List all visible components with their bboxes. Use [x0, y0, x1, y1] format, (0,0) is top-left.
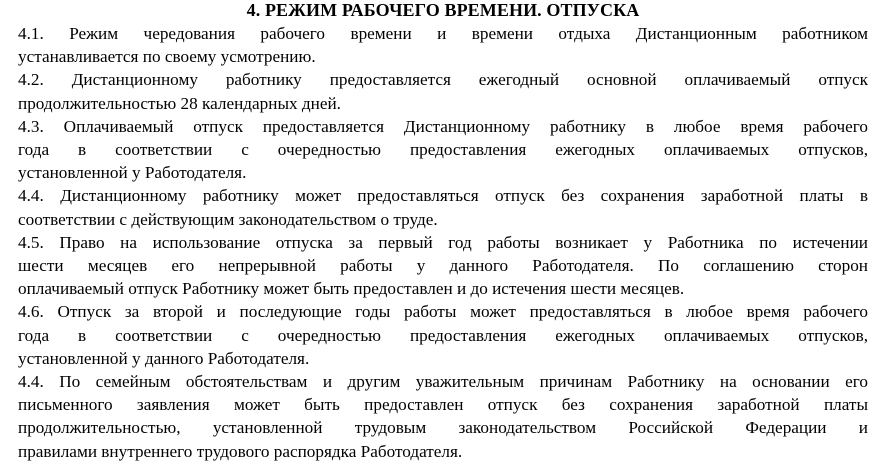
paragraph-line: правилами внутреннего трудового распорядка Работодателя. [18, 441, 463, 461]
paragraph-line: шести месяцев его непрерывной работы у данного Работодателя. По соглашению сторон [18, 256, 868, 276]
paragraph-4-3 [18, 115, 868, 185]
paragraph-line: оплачиваемый отпуск Работнику может быть предоставлен и до истечения шести месяцев. [18, 279, 685, 299]
paragraph-line: продолжительностью, установленной трудовым законодательством Российской Федерации и [18, 418, 868, 438]
paragraph-4-1 [18, 22, 868, 68]
paragraph-line: установленной у данного Работодателя. [18, 348, 310, 368]
paragraph-line: письменного заявления может быть предоставлен отпуск без сохранения заработной платы [18, 395, 868, 415]
paragraph-line: 4.4. По семейным обстоятельствам и другим уважительным причинам Работнику на основании его [18, 372, 868, 392]
paragraph-line: года в соответствии с очередностью предоставления ежегодных оплачиваемых отпусков, [18, 140, 868, 160]
paragraph-line: продолжительностью 28 календарных дней. [18, 93, 341, 113]
section-title: 4. РЕЖИМ РАБОЧЕГО ВРЕМЕНИ. ОТПУСКА [246, 0, 640, 20]
paragraph-4-6 [18, 300, 868, 370]
paragraph-4-5 [18, 231, 868, 301]
paragraph-line: соответствии с действующим законодательством о труде. [18, 209, 438, 229]
paragraph-line: 4.6. Отпуск за второй и последующие годы работы может предоставляться в любое время рабочего [18, 302, 868, 322]
paragraph-4-4-family [18, 370, 868, 463]
paragraph-line: 4.5. Право на использование отпуска за первый год работы возникает у Работника по истечении [18, 232, 868, 252]
paragraph-4-2 [18, 68, 868, 114]
paragraph-4-4 [18, 184, 868, 230]
document-page [18, 0, 868, 463]
paragraph-line: 4.3. Оплачиваемый отпуск предоставляется Дистанционному работнику в любое время рабочего [18, 116, 868, 136]
paragraph-line: 4.4. Дистанционному работнику может предоставляться отпуск без сохранения заработной платы в [18, 186, 868, 206]
paragraph-line: 4.1. Режим чередования рабочего времени и времени отдыха Дистанционным работником [18, 24, 868, 43]
paragraph-line: установленной у Работодателя. [18, 163, 247, 183]
paragraph-line: 4.2. Дистанционному работнику предоставляется ежегодный основной оплачиваемый отпуск [18, 70, 868, 90]
paragraph-line: года в соответствии с очередностью предоставления ежегодных оплачиваемых отпусков, [18, 325, 868, 345]
paragraph-line: устанавливается по своему усмотрению. [18, 47, 316, 67]
